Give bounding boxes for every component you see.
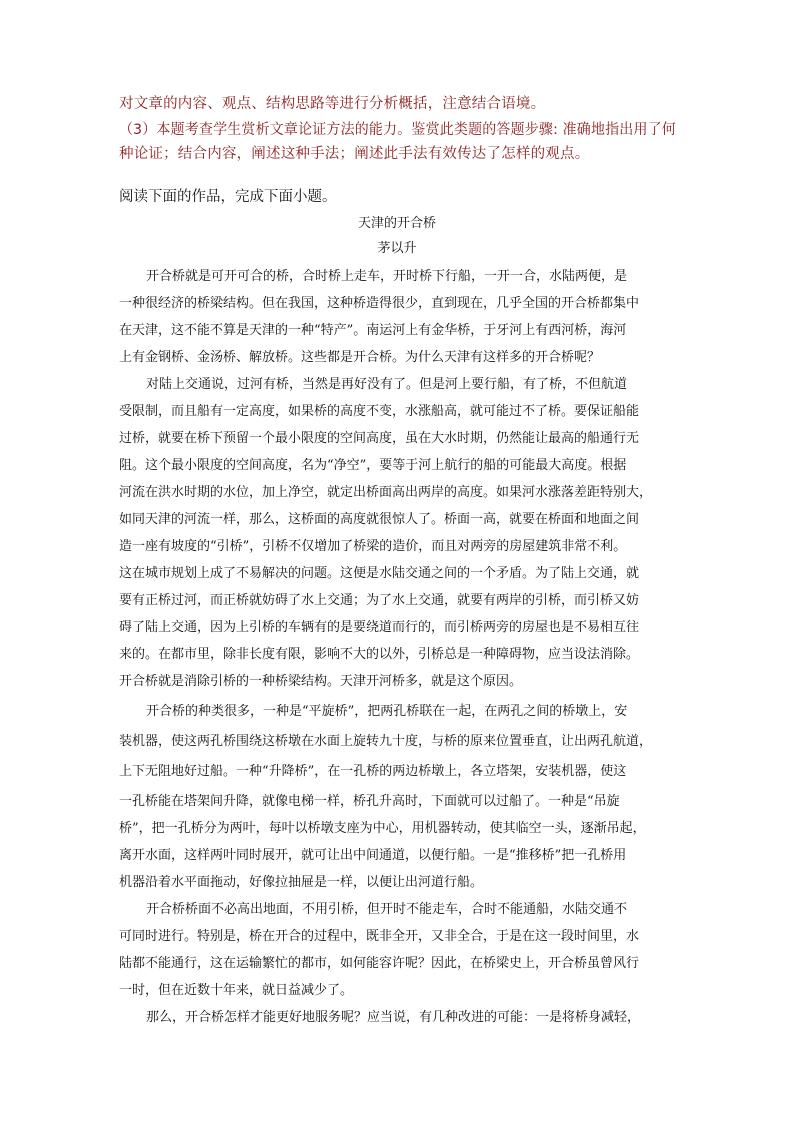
body-line [119, 459, 626, 472]
body-line-text: 造一座有坡度的“引桥”，引桥不仅增加了桥梁的造价，而且对两旁的房屋建筑非常不利。 [119, 539, 627, 554]
body-line-text: 过桥，就要在桥下预留一个最小限度的空间高度，虽在大水时期，仍然能让最高的船通行无 [119, 431, 640, 446]
body-line-text: 陆都不能通行，这在运输繁忙的都市，如何能容许呢？因此，在桥梁史上，开合桥虽曾风行 [119, 956, 640, 971]
body-line [119, 567, 639, 580]
body-line-text: 如同天津的河流一样，那么，这桥面的高度就很惊人了。桥面一高，就要在桥面和地面之间 [119, 512, 640, 527]
body-line [119, 540, 626, 553]
body-line [119, 765, 626, 778]
body-line [119, 930, 639, 943]
body-line-text: 离开水面，这样两叶同时展开，就可让出中间通道，以便行船。一是“推移桥”把一孔桥用 [119, 848, 627, 863]
body-line-text: 上有金钢桥、金汤桥、解放桥。这些都是开合桥。为什么天津有这样多的开合桥呢？ [119, 350, 601, 365]
body-line [146, 705, 627, 718]
body-line-text: 上下无阻地好过船。一种“升降桥”，在一孔桥的两边桥墩上，各立塔架，安装机器，使这 [119, 764, 627, 779]
answer-line-3 [119, 147, 589, 162]
body-line-text: 开合桥的种类很多，一种是“平旋桥”，把两孔桥联在一起，在两孔之间的桥墩上，安 [146, 704, 628, 719]
body-line-text: 开合桥就是可开可合的桥，合时桥上走车，开时桥下行船，一开一合，水陆两便，是 [146, 269, 628, 284]
body-line [119, 849, 626, 862]
body-line [119, 675, 522, 688]
body-line [119, 594, 639, 607]
article-author-text: 茅以升 [377, 241, 417, 256]
body-line-text: 一种很经济的桥梁结构。但在我国，这种桥造得很少，直到现在，几乎全国的开合桥都集中 [119, 296, 640, 311]
body-line-text: 受限制，而且船有一定高度，如果桥的高度不变，水涨船高，就可能过不了桥。要保证船能 [119, 404, 640, 419]
body-line-text: 在天津，这不能不算是天津的一种“特产”。南运河上有金华桥，于牙河上有西河桥，海河 [119, 323, 627, 338]
answer-line-1 [119, 97, 545, 112]
article-title-text: 天津的开合桥 [357, 216, 436, 231]
body-line [119, 621, 639, 634]
body-line-text: 一孔桥能在塔架间升降，就像电梯一样，桥孔升高时，下面就可以过船了。一种是“吊旋 [119, 794, 620, 809]
body-line [146, 903, 627, 916]
reading-instruction [119, 190, 337, 205]
body-line [119, 795, 620, 808]
body-line [119, 735, 652, 748]
answer-text: 种论证；结合内容，阐述这种手法；阐述此手法有效传达了怎样的观点。 [119, 146, 590, 162]
body-line-text: 可同时进行。特别是，桥在开合的过程中，既非全开，又非全合，于是在这一段时间里，水 [119, 929, 640, 944]
article-title [0, 217, 794, 230]
body-line [119, 876, 483, 889]
article-author [0, 242, 794, 255]
body-line [119, 513, 639, 526]
body-line-text: 机器沿着水平面拖动，好像拉抽屉是一样，以便让出河道行船。 [119, 875, 484, 890]
body-line-text: 装机器，使这两孔桥围绕这桥墩在水面上旋转九十度，与桥的原来位置垂直，让出两孔航道， [119, 734, 653, 749]
answer-text: （3）本题考查学生赏析文章论证方法的能力。鉴赏此类题的答题步骤: 准确地指出用了何 [119, 122, 676, 138]
body-line-text: 那么，开合桥怎样才能更好地服务呢？应当说，有几种改进的可能：一是将桥身减轻， [146, 1010, 641, 1025]
body-line [119, 432, 639, 445]
body-line [119, 351, 600, 364]
body-line-text: 这在城市规划上成了不易解决的问题。这便是水陆交通之间的一个矛盾。为了陆上交通，就 [119, 566, 640, 581]
body-line-text: 一时，但在近数十年来，就日益减少了。 [119, 983, 354, 998]
body-line-text: 对陆上交通说，过河有桥，当然是再好没有了。但是河上要行船，有了桥，不但航道 [146, 377, 628, 392]
body-line [119, 822, 646, 835]
body-line [146, 270, 627, 283]
body-line-text: 河流在洪水时期的水位，加上净空，就定出桥面高出两岸的高度。如果河水涨落差距特别大， [119, 485, 653, 500]
body-line-text: 碍了陆上交通，因为上引桥的车辆有的是要绕道而行的，而引桥两旁的房屋也是不易相互往 [119, 620, 640, 635]
instruction-text: 阅读下面的作品，完成下面小题。 [119, 189, 337, 205]
body-line [119, 297, 639, 310]
body-line [119, 957, 639, 970]
body-line [119, 324, 626, 337]
body-line-text: 要有正桥过河，而正桥就妨碍了水上交通；为了水上交通，就要有两岸的引桥，而引桥又妨 [119, 593, 640, 608]
body-line [119, 984, 353, 997]
body-line-text: 桥”，把一孔桥分为两叶，每叶以桥墩支座为中心，用机器转动，使其临空一头，逐渐吊起， [119, 821, 646, 836]
answer-line-2 [119, 123, 676, 138]
body-line [119, 648, 639, 661]
body-line-text: 阻。这个最小限度的空间高度，名为“净空”，要等于河上航行的船的可能最大高度。根据 [119, 458, 627, 473]
body-line [146, 1011, 640, 1024]
body-line [146, 378, 627, 391]
body-line-text: 开合桥就是消除引桥的一种桥梁结构。天津开河桥多，就是这个原因。 [119, 674, 523, 689]
body-line [119, 405, 639, 418]
body-line-text: 来的。在都市里，除非长度有限，影响不大的以外，引桥总是一种障碍物，应当设法消除。 [119, 647, 640, 662]
answer-text: 对文章的内容、观点、结构思路等进行分析概括，注意结合语境。 [119, 96, 546, 112]
body-line-text: 开合桥桥面不必高出地面，不用引桥，但开时不能走车，合时不能通船，水陆交通不 [146, 902, 628, 917]
body-line [119, 486, 652, 499]
